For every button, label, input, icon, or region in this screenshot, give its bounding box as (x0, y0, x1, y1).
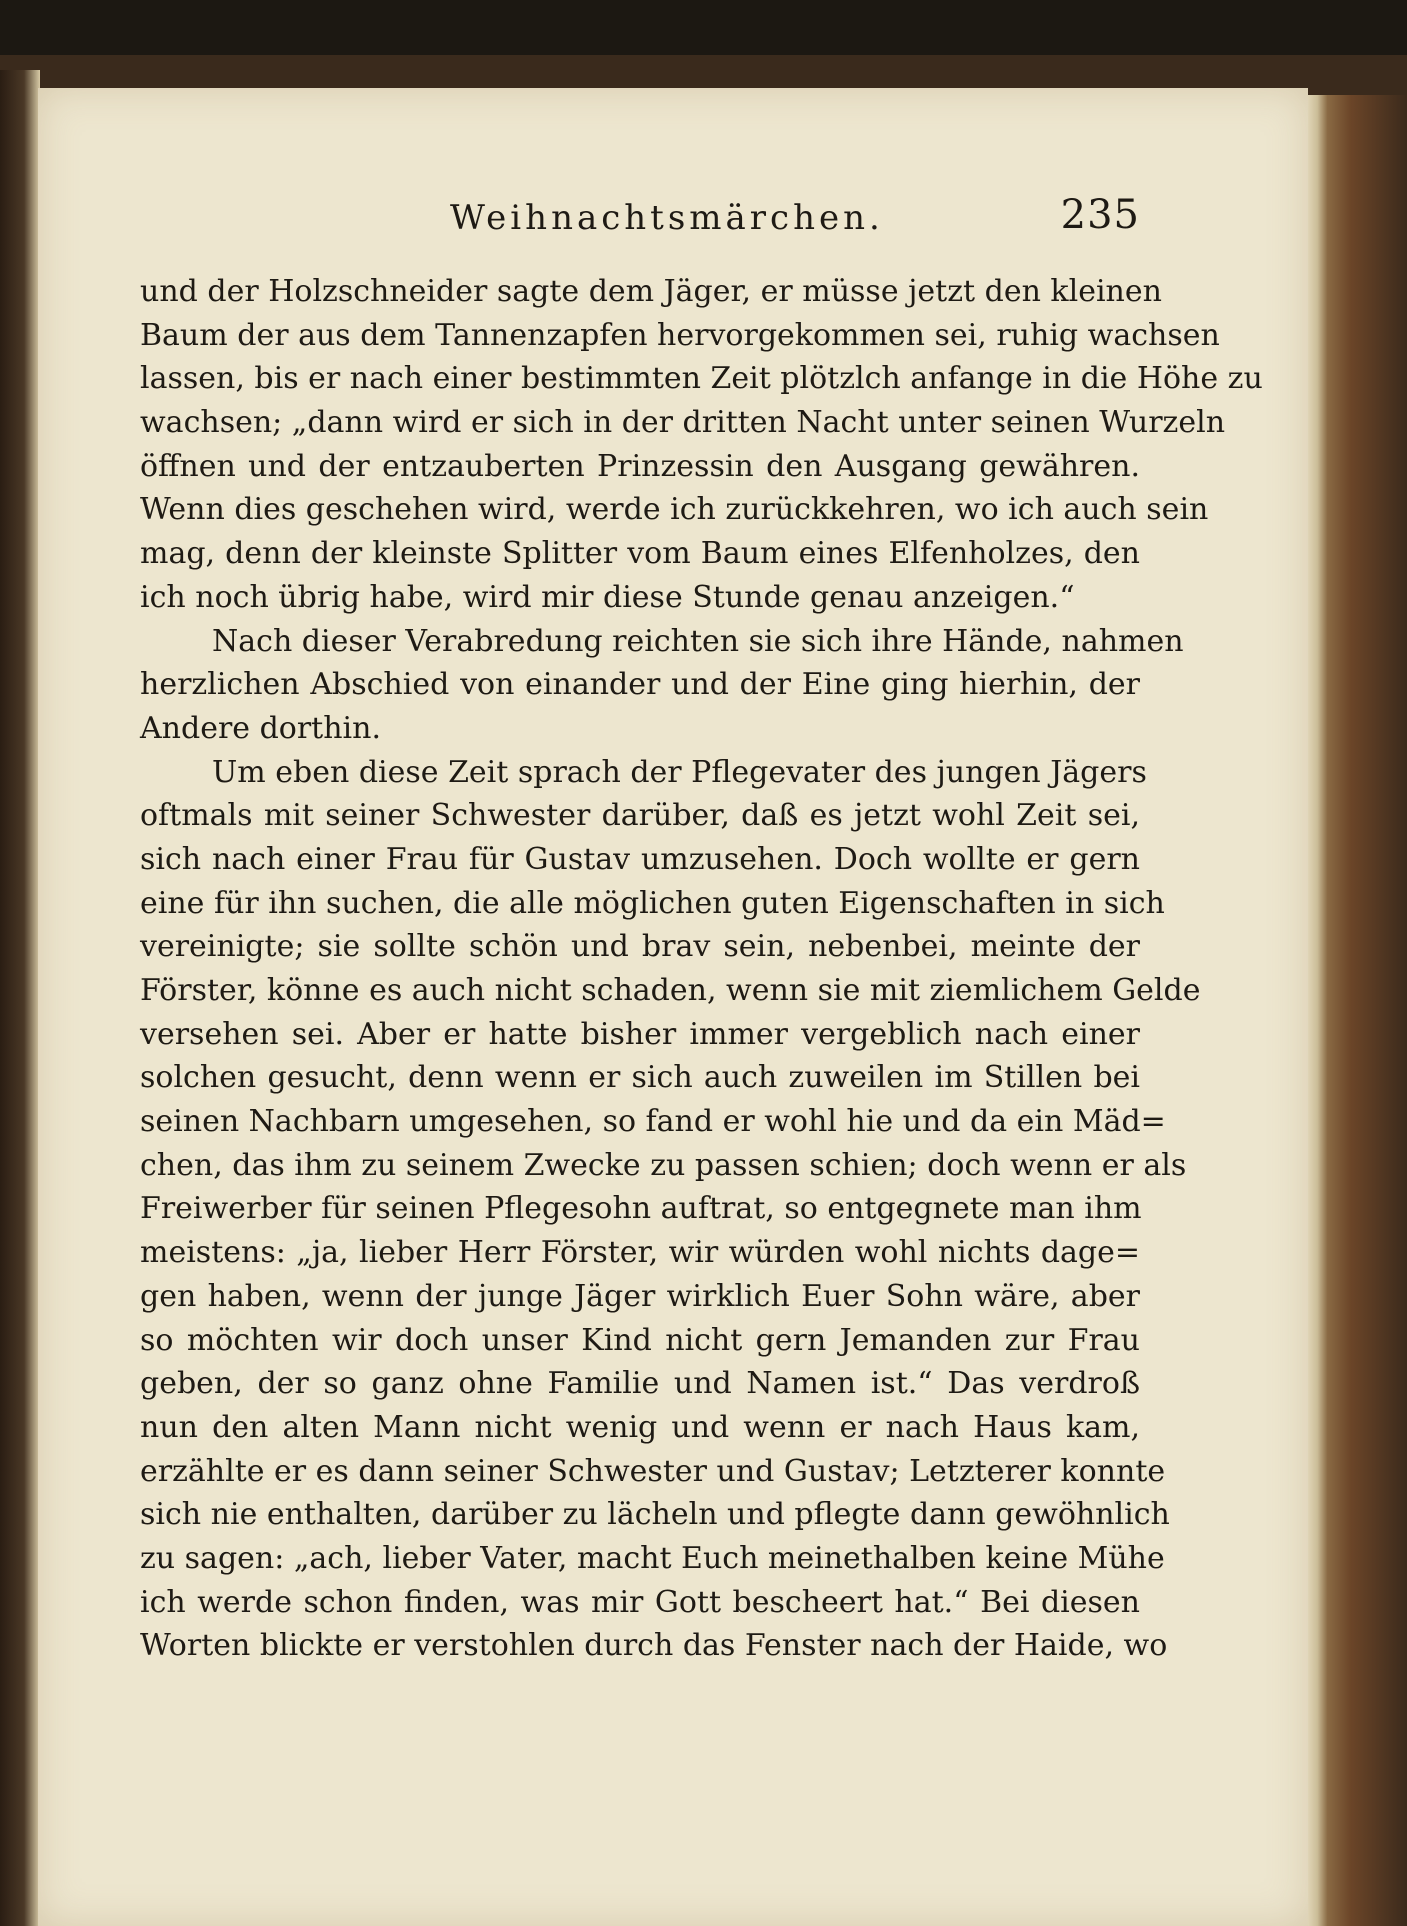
text-line: Baum der aus dem Tannenzapfen hervorgekommen sei, ruhig wachsen (140, 317, 1220, 353)
text-line: eine für ihn suchen, die alle möglichen guten Eigenschaften in sich (140, 885, 1165, 921)
text-line: wachsen; „dann wird er sich in der dritten Nacht unter seinen Wurzeln (140, 405, 1226, 441)
text-line: nun den alten Mann nicht wenig und wenn er nach Haus kam, (140, 1409, 1140, 1445)
text-line: mag, denn der kleinste Splitter vom Baum eines Elfenholzes, den (140, 536, 1140, 572)
text-line: Freiwerber für seinen Pflegesohn auftrat, so entgegnete man ihm (140, 1191, 1142, 1227)
text-line: Wenn dies geschehen wird, werde ich zurückkehren, wo ich auch sein (140, 492, 1209, 528)
text-line: zu sagen: „ach, lieber Vater, macht Euch meinethalben keine Mühe (140, 1540, 1165, 1576)
text-line: geben, der so ganz ohne Familie und Namen ist.“ Das verdroß (140, 1366, 1140, 1402)
text-line: lassen, bis er nach einer bestimmten Zeit plötzlch anfange in die Höhe zu (140, 361, 1263, 397)
text-line: ich werde schon finden, was mir Gott bescheert hat.“ Bei diesen (140, 1584, 1140, 1620)
text-line: chen, das ihm zu seinem Zwecke zu passen schien; doch wenn er als (140, 1147, 1187, 1183)
text-line: herzlichen Abschied von einander und der Eine ging hierhin, der (140, 667, 1140, 703)
text-line: gen haben, wenn der junge Jäger wirklich Euer Sohn wäre, aber (140, 1278, 1140, 1314)
text-line: öffnen und der entzauberten Prinzessin den Ausgang gewähren. (140, 448, 1140, 484)
text-line: Um eben diese Zeit sprach der Pflegevater des jungen Jägers (212, 754, 1147, 790)
text-line: oftmals mit seiner Schwester darüber, daß es jetzt wohl Zeit sei, (140, 798, 1140, 834)
text-line: solchen gesucht, denn wenn er sich auch zuweilen im Stillen bei (140, 1060, 1140, 1096)
text-line: sich nie enthalten, darüber zu lächeln und pflegte dann gewöhnlich (140, 1497, 1170, 1533)
page-edges (1305, 95, 1407, 1926)
text-line: Andere dorthin. (140, 710, 382, 746)
text-line: versehen sei. Aber er hatte bisher immer vergeblich nach einer (140, 1016, 1140, 1052)
running-title: Weihnachtsmärchen. (450, 198, 884, 238)
text-line: ich noch übrig habe, wird mir diese Stunde genau anzeigen.“ (140, 579, 1075, 615)
text-line: erzählte er es dann seiner Schwester und Gustav; Letzterer konnte (140, 1453, 1166, 1489)
text-line: meistens: „ja, lieber Herr Förster, wir würden wohl nichts dage= (140, 1235, 1140, 1271)
page-number: 235 (1060, 192, 1140, 238)
text-line: sich nach einer Frau für Gustav umzusehen. Doch wollte er gern (140, 841, 1140, 877)
text-line: so möchten wir doch unser Kind nicht gern Jemanden zur Frau (140, 1322, 1140, 1358)
page-header (450, 192, 1140, 242)
text-line: und der Holzschneider sagte dem Jäger, er müsse jetzt den kleinen (140, 274, 1162, 309)
text-line: Nach dieser Verabredung reichten sie sich ihre Hände, nahmen (212, 623, 1184, 659)
text-line: Worten blickte er verstohlen durch das Fenster nach der Haide, wo (140, 1628, 1168, 1664)
text-line: vereinigte; sie sollte schön und brav sein, nebenbei, meinte der (140, 929, 1140, 965)
book-spine (0, 70, 40, 1926)
text-line: Förster, könne es auch nicht schaden, wenn sie mit ziemlichem Gelde (140, 973, 1201, 1008)
body-text (140, 270, 1263, 1668)
text-line: seinen Nachbarn umgesehen, so fand er wohl hie und da ein Mäd= (140, 1104, 1166, 1140)
